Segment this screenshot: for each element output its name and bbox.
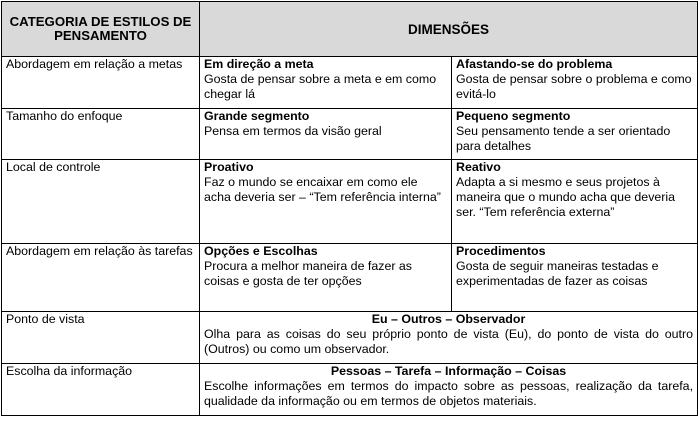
table-row bbox=[2, 244, 698, 312]
table-row bbox=[2, 364, 698, 416]
row-category: Ponto de vista bbox=[2, 312, 200, 364]
right-dimension-cell bbox=[452, 160, 698, 244]
thinking-styles-table bbox=[1, 1, 698, 416]
dimension-description: Gosta de pensar sobre a meta e em como chegar lá bbox=[204, 72, 437, 101]
dimension-title: Pessoas – Tarefa – Informação – Coisas bbox=[330, 364, 567, 378]
dimension-description: Escolhe informações em termos do impacto sobre as pessoas, realização da tarefa, qualidade da informação ou em termos de objetos materiais. bbox=[204, 379, 694, 408]
row-category: Local de controle bbox=[2, 160, 200, 244]
dimension-description: Faz o mundo se encaixar em como ele acha deveria ser – “Tem referência interna” bbox=[204, 175, 441, 204]
merged-dimension-cell bbox=[200, 364, 698, 416]
dimension-description: Olha para as coisas do seu próprio ponto de vista (Eu), do ponto de vista do outro (Outros) ou como um observador. bbox=[204, 327, 694, 356]
dimension-title: Proativo bbox=[204, 160, 254, 174]
dimension-description: Gosta de seguir maneiras testadas e experimentadas de fazer as coisas bbox=[456, 259, 659, 288]
merged-dimension-cell bbox=[200, 312, 698, 364]
dimension-title: Pequeno segmento bbox=[456, 109, 571, 123]
left-dimension-cell bbox=[200, 57, 452, 109]
dimension-title: Afastando-se do problema bbox=[456, 57, 613, 71]
table-header-row bbox=[2, 2, 698, 57]
dimension-description: Procura a melhor maneira de fazer as coisas e gosta de ter opções bbox=[204, 259, 412, 288]
dimension-description: Pensa em termos da visão geral bbox=[204, 124, 382, 138]
left-dimension-cell bbox=[200, 109, 452, 160]
table-row bbox=[2, 109, 698, 160]
table-row bbox=[2, 57, 698, 109]
dimensions-header: DIMENSÕES bbox=[200, 2, 698, 57]
left-dimension-cell bbox=[200, 160, 452, 244]
row-category: Escolha da informação bbox=[2, 364, 200, 416]
dimension-title: Opções e Escolhas bbox=[204, 244, 318, 258]
dimension-description: Adapta a si mesmo e seus projetos à maneira que o mundo acha que deveria ser. “Tem referência externa” bbox=[456, 175, 676, 219]
table-row bbox=[2, 160, 698, 244]
row-category: Abordagem em relação a metas bbox=[2, 57, 200, 109]
row-category: Tamanho do enfoque bbox=[2, 109, 200, 160]
row-category: Abordagem em relação às tarefas bbox=[2, 244, 200, 312]
dimension-description: Gosta de pensar sobre o problema e como evitá-lo bbox=[456, 72, 692, 101]
dimension-title: Reativo bbox=[456, 160, 501, 174]
table-row bbox=[2, 312, 698, 364]
dimension-title: Eu – Outros – Observador bbox=[371, 312, 526, 326]
right-dimension-cell bbox=[452, 244, 698, 312]
dimension-description: Seu pensamento tende a ser orientado para detalhes bbox=[456, 124, 671, 153]
dimension-title: Em direção a meta bbox=[204, 57, 314, 71]
dimension-title: Procedimentos bbox=[456, 244, 546, 258]
left-dimension-cell bbox=[200, 244, 452, 312]
category-header: CATEGORIA DE ESTILOS DE PENSAMENTO bbox=[2, 2, 200, 57]
right-dimension-cell bbox=[452, 109, 698, 160]
right-dimension-cell bbox=[452, 57, 698, 109]
dimension-title: Grande segmento bbox=[204, 109, 310, 123]
